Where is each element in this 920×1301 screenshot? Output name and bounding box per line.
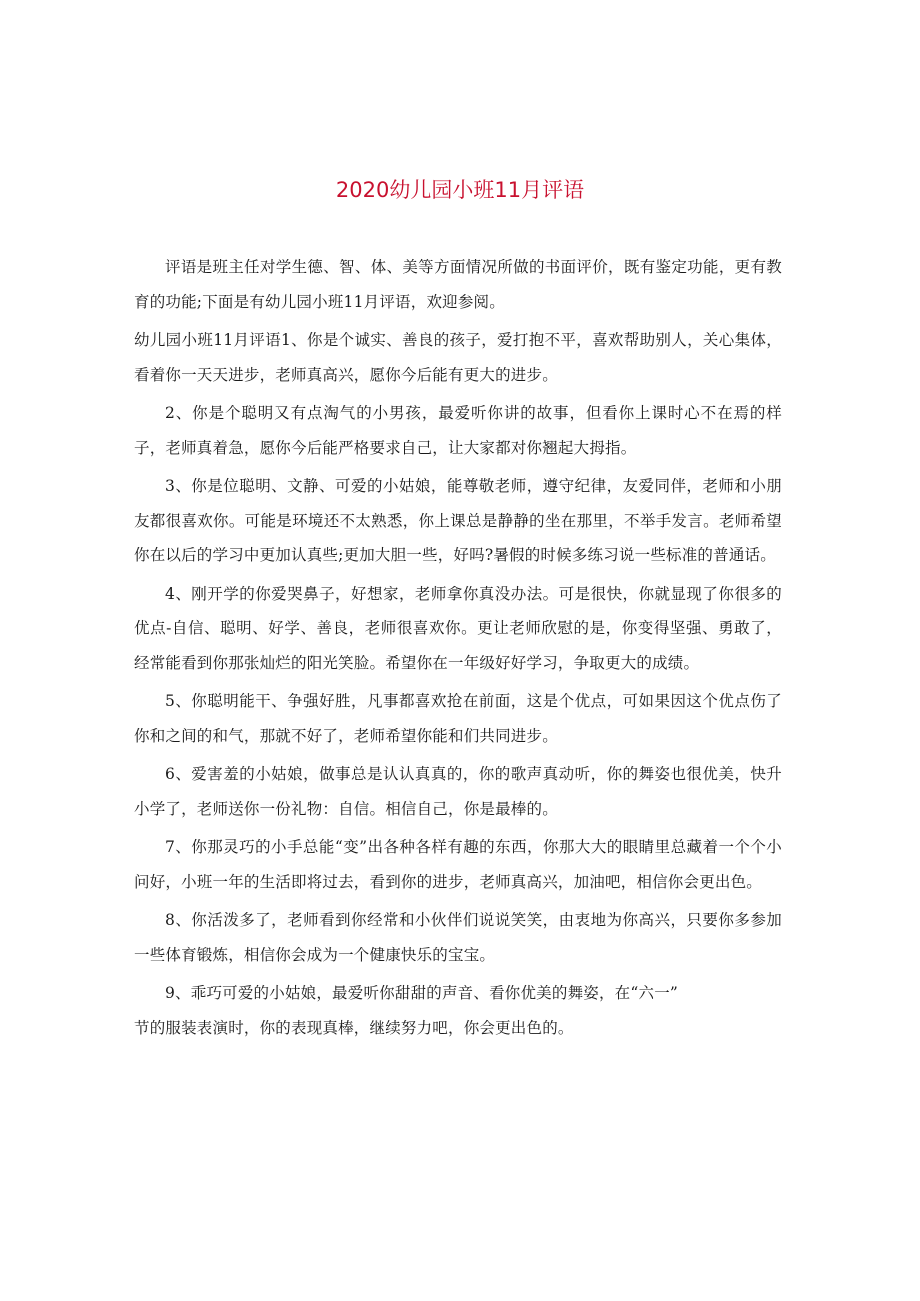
- comment-paragraph-2: 2、你是个聪明又有点淘气的小男孩，最爱听你讲的故事，但看你上课时心不在焉的样子，老师真着急，愿你今后能严格要求自己，让大家都对你翘起大拇指。: [134, 404, 782, 457]
- document-body: [134, 250, 782, 1049]
- comment-paragraph-4: 4、刚开学的你爱哭鼻子，好想家，老师拿你真没办法。可是很快，你就显现了你很多的优点-自信、聪明、好学、善良，老师很喜欢你。更让老师欣慰的是，你变得坚强、勇敢了，经常能看到你那张灿烂的阳光笑脸。希望你在一年级好好学习，争取更大的成绩。: [134, 584, 782, 672]
- comment-paragraph-3: 3、你是位聪明、文静、可爱的小姑娘，能尊敬老师，遵守纪律，友爱同伴，老师和小朋友都很喜欢你。可能是环境还不太熟悉，你上课总是静静的坐在那里，不举手发言。老师希望你在以后的学习中更加认真些;更加大胆一些，好吗?暑假的时候多练习说一些标准的普通话。: [134, 477, 782, 564]
- comment-paragraph-1: 幼儿园小班11月评语1、你是个诚实、善良的孩子，爱打抱不平，喜欢帮助别人，关心集体，看着你一天天进步，老师真高兴，愿你今后能有更大的进步。: [134, 331, 782, 384]
- comment-paragraph-9-line-2: 节的服装表演时，你的表现真棒，继续努力吧，你会更出色的。: [134, 1018, 574, 1037]
- intro-paragraph: 评语是班主任对学生德、智、体、美等方面情况所做的书面评价，既有鉴定功能，更有教育的功能;下面是有幼儿园小班11月评语，欢迎参阅。: [134, 258, 782, 311]
- comment-paragraph-9-line-1: 9、乖巧可爱的小姑娘，最爱听你甜甜的声音、看你优美的舞姿，在“六一”: [165, 984, 679, 1002]
- comment-paragraph-5: 5、你聪明能干、争强好胜，凡事都喜欢抢在前面，这是个优点，可如果因这个优点伤了你和之间的和气，那就不好了，老师希望你能和们共同进步。: [134, 692, 782, 745]
- document-title: 2020幼儿园小班11月评语: [335, 178, 585, 202]
- comment-paragraph-8: 8、你活泼多了，老师看到你经常和小伙伴们说说笑笑，由衷地为你高兴，只要你多参加一些体育锻炼，相信你会成为一个健康快乐的宝宝。: [134, 911, 782, 964]
- comment-paragraph-9: [134, 976, 782, 1045]
- comment-paragraph-7: 7、你那灵巧的小手总能“变”出各种各样有趣的东西，你那大大的眼睛里总藏着一个个小问好，小班一年的生活即将过去，看到你的进步，老师真高兴，加油吧，相信你会更出色。: [134, 838, 782, 891]
- comment-paragraph-6: 6、爱害羞的小姑娘，做事总是认认真真的，你的歌声真动听，你的舞姿也很优美，快升小学了，老师送你一份礼物：自信。相信自己，你是最棒的。: [134, 765, 782, 818]
